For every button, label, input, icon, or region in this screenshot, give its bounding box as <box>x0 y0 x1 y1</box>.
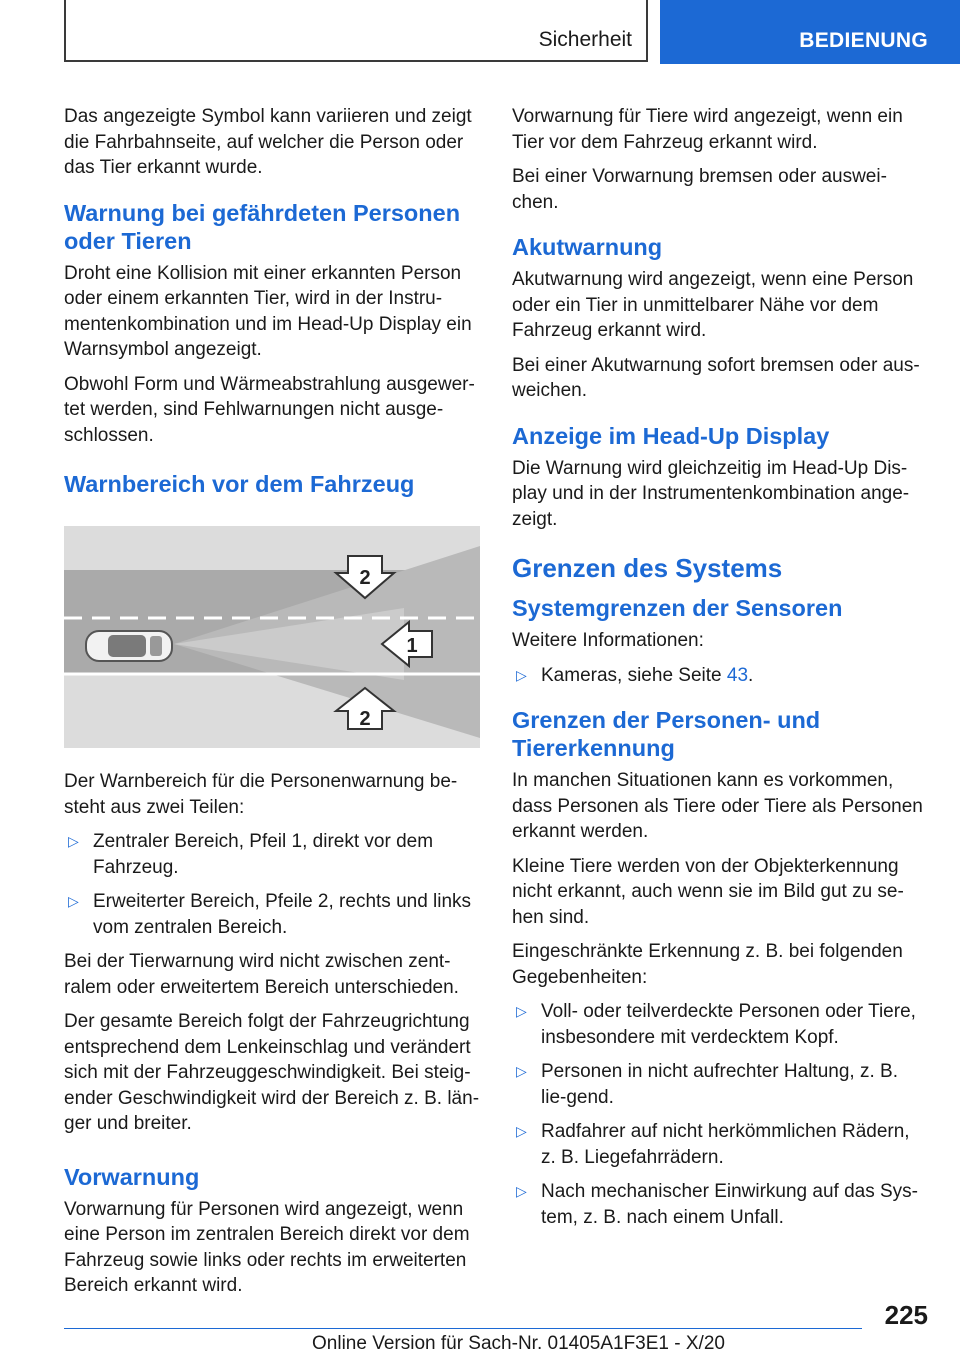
right-column <box>512 104 928 1239</box>
hud-paragraph: Die Warnung wird gleichzeitig im Head-Up Dis‐play und in der Instrumentenkombination ange‐zeigt. <box>512 457 910 530</box>
left-column <box>64 104 480 1308</box>
list-item <box>512 1179 928 1230</box>
heading-erkennung: Grenzen der Personen- und Tiererkennung <box>512 707 821 761</box>
warnbereich-paragraph-2: Bei der Tierwarnung wird nicht zwischen zent‐ralem oder erweitertem Bereich unterschieden. <box>64 951 459 998</box>
triangle-bullet-icon: ▷ <box>68 833 79 849</box>
list-item <box>512 663 928 689</box>
vorwarnung-paragraph-2: Vorwarnung für Tiere wird angezeigt, wenn ein Tier vor dem Fahrzeug erkannt wird. <box>512 106 903 153</box>
list-item-text: Zentraler Bereich, Pfeil 1, direkt vor dem Fahrzeug. <box>93 831 434 878</box>
triangle-bullet-icon: ▷ <box>516 1003 527 1019</box>
warnung-paragraph-2: Obwohl Form und Wärmeabstrahlung ausgewer‐tet werden, sind Fehlwarnungen nicht ausge‐schlossen. <box>64 373 475 446</box>
erkennung-list <box>512 999 928 1230</box>
list-item <box>64 829 480 880</box>
list-item-text: Nach mechanischer Einwirkung auf das Sys‐tem, z. B. nach einem Unfall. <box>541 1181 919 1228</box>
heading-vorwarnung: Vorwarnung <box>64 1163 200 1190</box>
triangle-bullet-icon: ▷ <box>516 1183 527 1199</box>
warnbereich-list <box>64 829 480 940</box>
list-item-text: Radfahrer auf nicht herkömmlichen Rädern, z. B. Liegefahrrädern. <box>541 1121 910 1168</box>
list-item <box>64 889 480 940</box>
vorwarnung-paragraph: Vorwarnung für Personen wird angezeigt, wenn eine Person im zentralen Bereich direkt vor dem Fahrzeug sowie links oder rechts im erweiterten Bereich erkannt wird. <box>64 1198 470 1296</box>
arrow-label-bottom: 2 <box>359 708 371 730</box>
heading-warnung: Warnung bei gefährdeten Personen oder Tieren <box>64 199 461 254</box>
triangle-bullet-icon: ▷ <box>516 1123 527 1139</box>
page-header <box>0 0 960 66</box>
list-item-text: Personen in nicht aufrechter Haltung, z. B. lie‐gend. <box>541 1061 898 1108</box>
warning-zone-figure <box>64 526 480 748</box>
header-section-box <box>64 0 648 62</box>
warnbereich-paragraph-3: Der gesamte Bereich folgt der Fahrzeugrichtung entsprechend dem Lenkeinschlag und verändert sich mit der Fahrzeuggeschwindigkeit. Bei steig‐ender Geschwindigkeit wird der Bereich z. B. län‐ger und breiter. <box>64 1011 480 1134</box>
arrow-label-top: 2 <box>359 567 371 589</box>
list-item-period: . <box>748 664 754 686</box>
warnung-paragraph-1: Droht eine Kollision mit einer erkannten Person oder einem erkannten Tier, wird in der Instru‐mentenkombination und im Head-Up Display ein Warnsymbol angezeigt. <box>64 262 472 360</box>
akut-paragraph-1: Akutwarnung wird angezeigt, wenn eine Person oder ein Tier in unmittelbarer Nähe vor dem Fahrzeug erkannt wird. <box>512 269 914 341</box>
list-item <box>512 1119 928 1170</box>
page-number: 225 <box>884 1300 928 1330</box>
triangle-bullet-icon: ▷ <box>516 666 527 683</box>
list-item-text: Kameras, siehe Seite <box>541 664 727 686</box>
arrow-label-center: 1 <box>406 635 418 657</box>
header-chapter-box <box>660 0 960 64</box>
erkennung-paragraph-1: In manchen Situationen kann es vorkommen, dass Personen als Tiere oder Tiere als Personen erkannt werden. <box>512 770 923 842</box>
footer-divider <box>64 1328 862 1329</box>
list-item-text: Erweiterter Bereich, Pfeile 2, rechts und links vom zentralen Bereich. <box>93 891 472 938</box>
heading-akutwarnung: Akutwarnung <box>512 234 663 260</box>
page-reference-link[interactable]: 43 <box>726 664 749 686</box>
triangle-bullet-icon: ▷ <box>68 893 79 909</box>
car-icon <box>86 631 172 661</box>
heading-warnbereich: Warnbereich vor dem Fahrzeug <box>64 471 415 497</box>
list-item <box>512 999 928 1050</box>
heading-hud: Anzeige im Head-Up Display <box>512 422 830 449</box>
warnbereich-paragraph-1: Der Warnbereich für die Personenwarnung be‐steht aus zwei Teilen: <box>64 771 458 818</box>
sensoren-paragraph: Weitere Informationen: <box>512 630 704 651</box>
erkennung-paragraph-2: Kleine Tiere werden von der Objekterkennung nicht erkannt, auch wenn sie im Bild gut zu se‐hen sind. <box>512 855 904 928</box>
triangle-bullet-icon: ▷ <box>516 1063 527 1079</box>
list-item <box>512 1059 928 1110</box>
akut-paragraph-2: Bei einer Akutwarnung sofort bremsen oder aus‐weichen. <box>512 354 920 401</box>
footer-online-version: Online Version für Sach-Nr. 01405A1F3E1 - X/20 <box>312 1333 725 1354</box>
heading-sensoren: Systemgrenzen der Sensoren <box>512 595 843 621</box>
erkennung-paragraph-3: Eingeschränkte Erkennung z. B. bei folgenden Gegebenheiten: <box>512 941 903 988</box>
header-section-title: Sicherheit <box>538 28 632 51</box>
list-item-text: Voll- oder teilverdeckte Personen oder Tiere, insbesondere mit verdecktem Kopf. <box>541 1001 916 1048</box>
header-chapter-title: BEDIENUNG <box>799 29 928 52</box>
intro-paragraph: Das angezeigte Symbol kann variieren und zeigt die Fahrbahnseite, auf welcher die Person oder das Tier erkannt wurde. <box>64 106 472 178</box>
vorwarnung-paragraph-3: Bei einer Vorwarnung bremsen oder auswei‐chen. <box>512 166 887 213</box>
sensoren-list <box>512 663 928 689</box>
heading-grenzen: Grenzen des Systems <box>512 553 783 583</box>
